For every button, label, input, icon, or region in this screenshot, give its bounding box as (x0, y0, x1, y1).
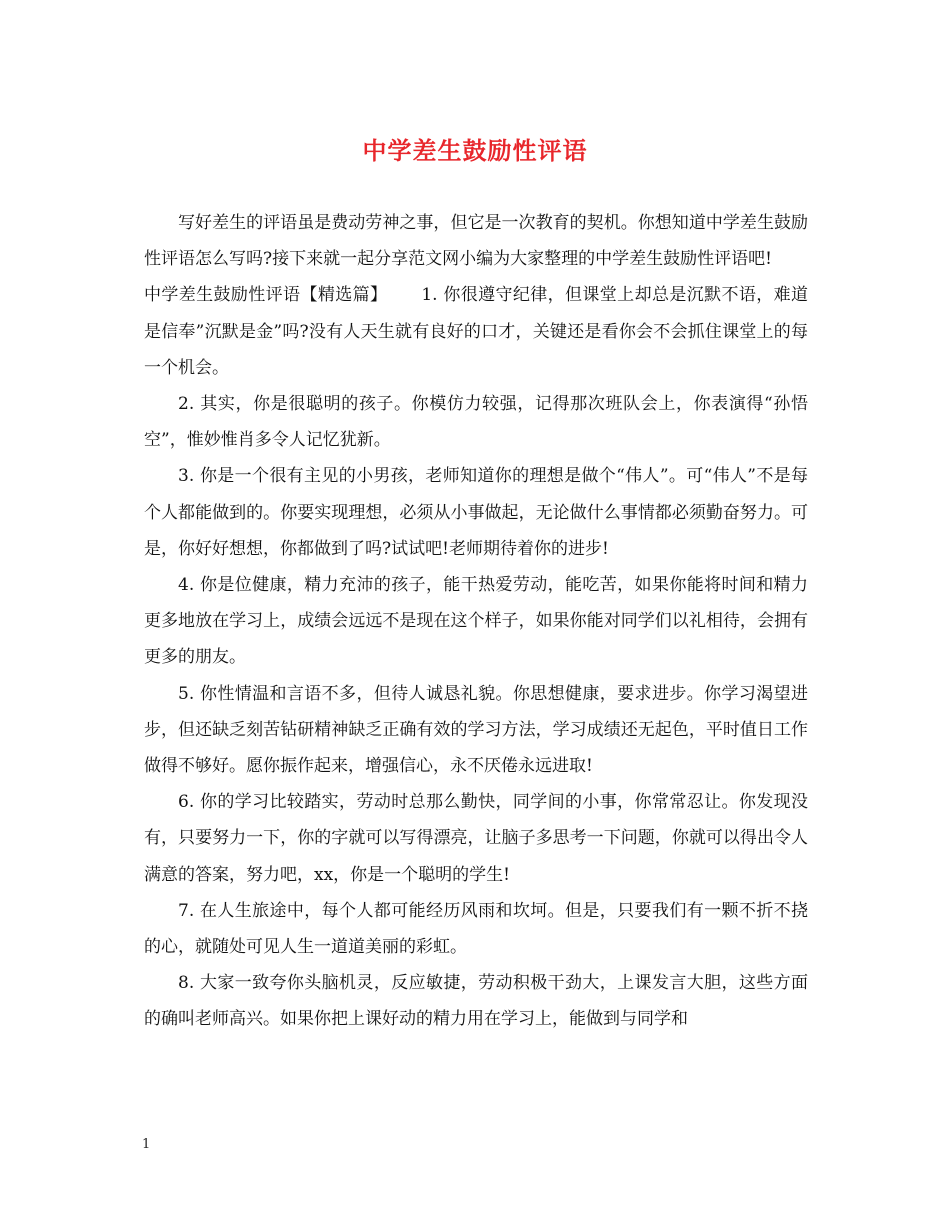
item-6: 6. 你的学习比较踏实，劳动时总那么勤快，同学间的小事，你常常忍让。你发现没有，只要努力一下，你的字就可以写得漂亮，让脑子多思考一下问题，你就可以得出令人满意的答案，努力吧，xx，你是一个聪明的学生! (144, 792, 808, 885)
item-8: 8. 大家一致夸你头脑机灵，反应敏捷，劳动积极干劲大，上课发言大胆，这些方面的确叫老师高兴。如果你把上课好动的精力用在学习上，能做到与同学和 (144, 973, 808, 1030)
item-2: 2. 其实，你是很聪明的孩子。你模仿力较强，记得那次班队会上，你表演得“孙悟空”，惟妙惟肖多令人记忆犹新。 (144, 394, 808, 451)
section-heading: 中学差生鼓励性评语【精选篇】 (144, 285, 388, 306)
item-1: 1. 你很遵守纪律，但课堂上却总是沉默不语，难道是信奉”沉默是金”吗?没有人天生就有良好的口才，关键还是看你会不会抓住课堂上的每一个机会。 (144, 285, 809, 378)
document-body (144, 205, 808, 1038)
item-3: 3. 你是一个很有主见的小男孩，老师知道你的理想是做个“伟人”。可“伟人”不是每个人都能做到的。你要实现理想，必须从小事做起，无论做什么事情都必须勤奋努力。可是，你好好想想，你都做到了吗?试试吧!老师期待着你的进步! (144, 466, 808, 559)
intro-paragraph: 写好差生的评语虽是费动劳神之事，但它是一次教育的契机。你想知道中学差生鼓励性评语怎么写吗?接下来就一起分享范文网小编为大家整理的中学差生鼓励性评语吧! (144, 213, 808, 270)
item-4: 4. 你是位健康，精力充沛的孩子，能干热爱劳动，能吃苦，如果你能将时间和精力更多地放在学习上，成绩会远远不是现在这个样子，如果你能对同学们以礼相待，会拥有更多的朋友。 (144, 575, 808, 668)
document-title: 中学差生鼓励性评语 (362, 136, 588, 165)
item-7: 7. 在人生旅途中，每个人都可能经历风雨和坎坷。但是，只要我们有一颗不折不挠的心，就随处可见人生一道道美丽的彩虹。 (144, 900, 808, 958)
item-5: 5. 你性情温和言语不多，但待人诚恳礼貌。你思想健康，要求进步。你学习渴望进步，但还缺乏刻苦钻研精神缺乏正确有效的学习方法，学习成绩还无起色，平时值日工作做得不够好。愿你振作起来，增强信心，永不厌倦永远进取! (144, 683, 808, 777)
first-item-paragraph (144, 277, 808, 386)
page-number: 1 (142, 1137, 151, 1152)
